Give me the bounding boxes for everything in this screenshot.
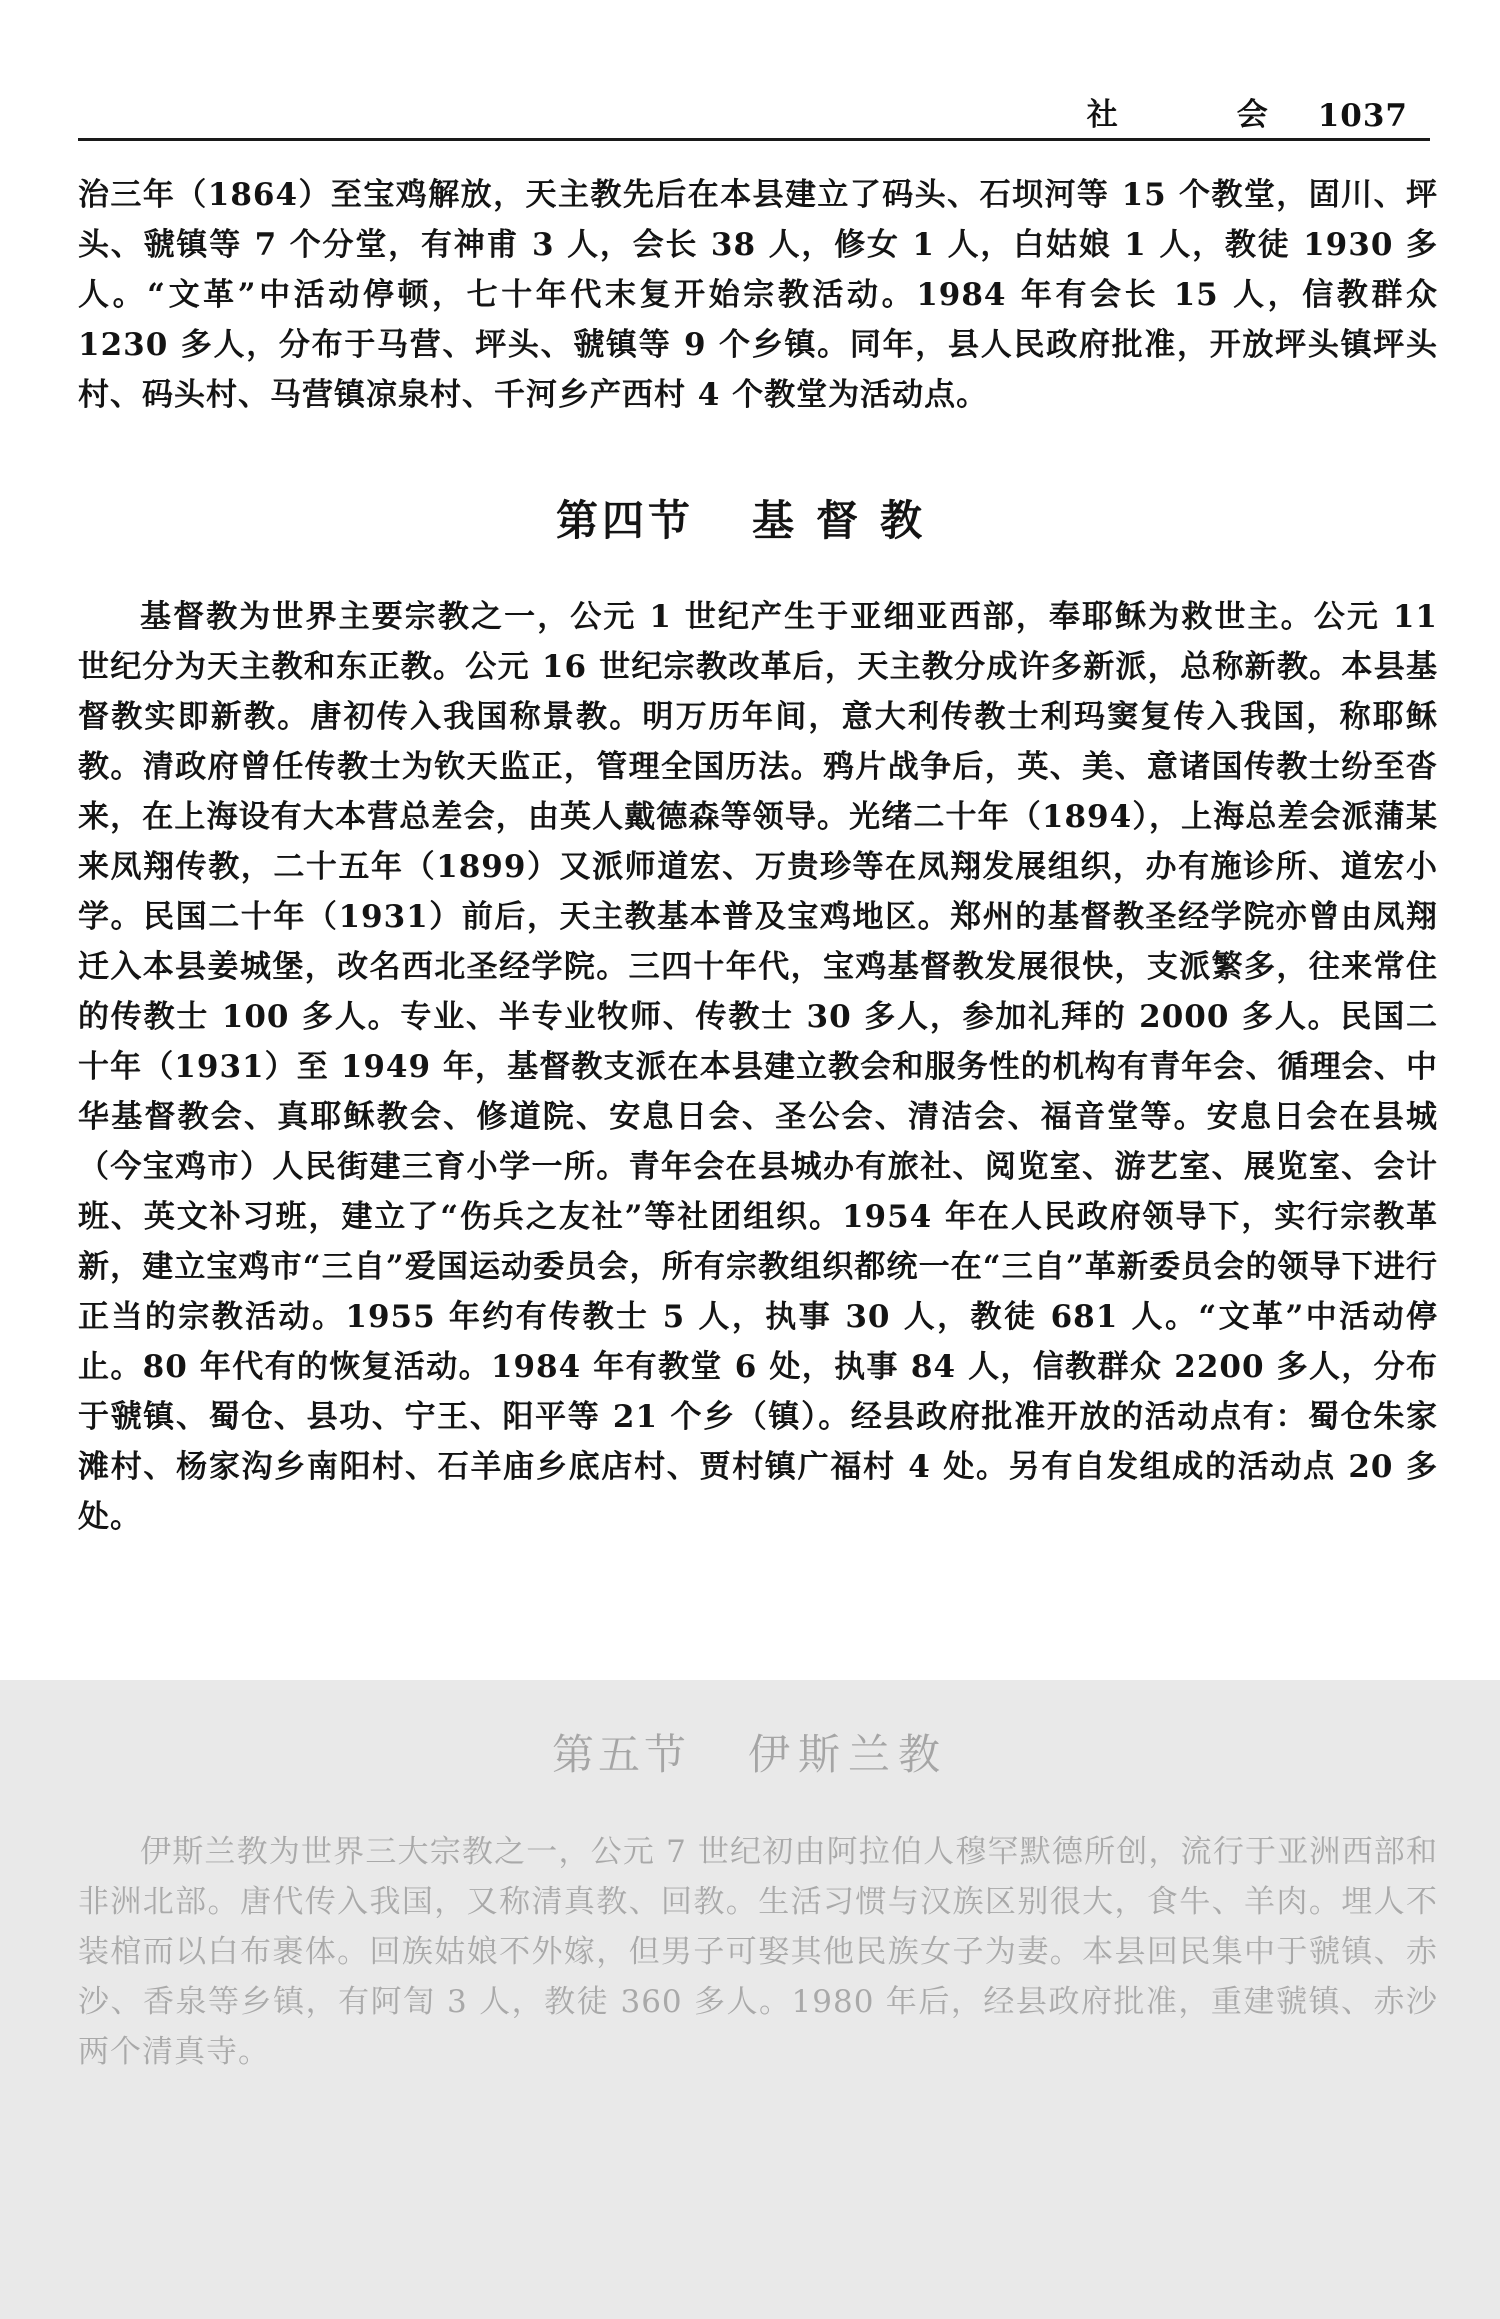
section-5-name: 伊斯兰教 — [748, 1730, 949, 1779]
section-4-paragraph: 基督教为世界主要宗教之一，公元 1 世纪产生于亚细亚西部，奉耶稣为救世主。公元 11 世纪分为天主教和东正教。公元 16 世纪宗教改革后，天主教分成许多新派，总称新教。本县基督教实即新教。唐初传入我国称景教。明万历年间，意大利传教士利玛窦复传入我国，称耶稣教。清政府曾任传教士为钦天监正，管理全国历法。鸦片战争后，英、美、意诸国传教士纷至沓来，在上海设有大本营总差会，由英人戴德森等领导。光绪二十年（1894），上海总差会派蒲某来凤翔传教，二十五年（1899）又派师道宏、万贵珍等在凤翔发展组织，办有施诊所、道宏小学。民国二十年（1931）前后，天主教基本普及宝鸡地区。郑州的基督教圣经学院亦曾由凤翔迁入本县姜城堡，改名西北圣经学院。三四十年代，宝鸡基督教发展很快，支派繁多，往来常住的传教士 100 多人。专业、半专业牧师、传教士 30 多人，参加礼拜的 2000 多人。民国二十年（1931）至 1949 年，基督教支派在本县建立教会和服务性的机构有青年会、循理会、中华基督教会、真耶稣教会、修道院、安息日会、圣公会、清洁会、福音堂等。安息日会在县城（今宝鸡市）人民街建三育小学一所。青年会在县城办有旅社、阅览室、游艺室、展览室、会计班、英文补习班，建立了“伤兵之友社”等社团组织。1954 年在人民政府领导下，实行宗教革新，建立宝鸡市“三自”爱国运动委员会，所有宗教组织都统一在“三自”革新委员会的领导下进行正当的宗教活动。1955 年约有传教士 5 人，执事 30 人，教徒 681 人。“文革”中活动停止。80 年代有的恢复活动。1984 年有教堂 6 处，执事 84 人，信教群众 2200 多人，分布于虢镇、蜀仓、县功、宁王、阳平等 21 个乡（镇）。经县政府批准开放的活动点有：蜀仓朱家滩村、杨家沟乡南阳村、石羊庙乡底店村、贾村镇广福村 4 处。另有自发组成的活动点 20 多处。 — [78, 599, 1438, 1535]
section-5-heading — [0, 1722, 1500, 1782]
section-5-label: 第五节 — [551, 1730, 690, 1779]
running-head-section: 社 会 — [1086, 97, 1312, 133]
section-5-paragraph: 伊斯兰教为世界三大宗教之一，公元 7 世纪初由阿拉伯人穆罕默德所创，流行于亚洲西部和非洲北部。唐代传入我国，又称清真教、回教。生活习惯与汉族区别很大，食牛、羊肉。埋人不装棺而以白布裹体。回族姑娘不外嫁，但男子可娶其他民族女子为妻。本县回民集中于虢镇、赤沙、香泉等乡镇，有阿訇 3 人，教徒 360 多人。1980 年后，经县政府批准，重建虢镇、赤沙两个清真寺。 — [78, 1834, 1438, 2070]
section-4-label: 第四节 — [555, 496, 694, 545]
section-4-name: 基督教 — [752, 496, 945, 545]
page-number: 1037 — [1317, 98, 1408, 134]
running-head — [1087, 82, 1408, 134]
section-4-heading — [0, 488, 1500, 548]
continued-paragraph: 治三年（1864）至宝鸡解放，天主教先后在本县建立了码头、石坝河等 15 个教堂，固川、坪头、虢镇等 7 个分堂，有神甫 3 人，会长 38 人，修女 1 人，白姑娘 1 人，教徒 1930 多人。“文革”中活动停顿，七十年代末复开始宗教活动。1984 年有会长 15 人，信教群众 1230 多人，分布于马营、坪头、虢镇等 9 个乡镇。同年，县人民政府批准，开放坪头镇坪头村、码头村、马营镇凉泉村、千河乡产西村 4 个教堂为活动点。 — [78, 177, 1438, 413]
header-rule — [78, 138, 1430, 141]
faded-continuation-region — [0, 1680, 1500, 2319]
